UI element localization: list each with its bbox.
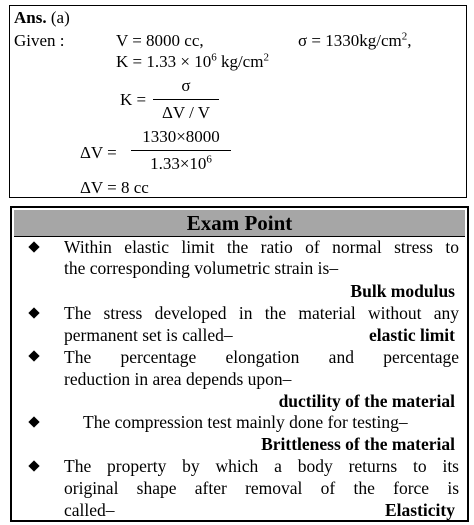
answer-heading [14,9,70,26]
formula1-denominator: ΔV / V [161,103,211,122]
diamond-bullet-icon [27,349,41,363]
formula2-numerator: 1330×8000 [142,127,220,146]
formula2-den-sup: 6 [206,153,212,166]
given-stress [298,32,412,49]
item3-answer: ductility of the material [278,391,455,411]
item5-line3: called– [64,500,115,520]
item3-line1: The percentage elongation and percentage [64,347,459,367]
item4-answer: Brittleness of the material [261,434,455,454]
given-k-text: K = 1.33 × 10 [116,52,212,71]
given-k-unit-sup: 2 [263,51,269,64]
item1-line2: the corresponding volumetric strain is– [64,258,339,278]
formula1-bar [153,99,219,100]
item3-line2: reduction in area depends upon– [64,369,292,389]
formula2-lhs: ΔV = [80,143,117,162]
result: ΔV = 8 cc [80,178,149,197]
item5-answer: Elasticity [385,500,455,520]
exam-point-title: Exam Point [14,210,465,237]
formula2-bar [131,150,231,151]
item4-line1: The compression test mainly done for testing– [83,412,408,432]
item2-line1: The stress developed in the material without any [64,303,459,323]
diamond-bullet-icon [27,240,41,254]
given-stress-sup: 2 [401,30,408,43]
item2-answer: elastic limit [368,325,455,345]
given-stress-text: σ = 1330kg/cm [298,31,402,50]
item5-line1: The property by which a body returns to its [64,456,459,476]
item5-line2: original shape after removal of the force is [64,478,459,498]
formula1-lhs: K = [120,90,147,109]
exam-point-box [10,206,469,522]
formula2-denominator [131,154,231,174]
item1-answer: Bulk modulus [350,281,455,301]
given-k-sup: 6 [211,51,217,64]
diamond-bullet-icon [27,306,41,320]
answer-label: Ans. [14,8,47,27]
answer-option: (a) [50,8,70,27]
item1-line1: Within elastic limit the ratio of normal stress to [64,237,459,257]
formula1-numerator: σ [181,76,191,95]
item2-line2: permanent set is called– [64,325,233,345]
given-volume: V = 8000 cc, [116,31,204,50]
formula2-fraction [131,127,231,174]
given-bulk-modulus [116,53,269,70]
answer-box [9,5,467,198]
given-k-unit: kg/cm [216,52,264,71]
formula1-fraction [153,76,219,123]
given-label: Given : [14,31,65,50]
diamond-bullet-icon [27,459,41,473]
given-stress-end: , [407,31,412,50]
diamond-bullet-icon [27,415,41,429]
formula2-den-text: 1.33×10 [150,154,207,173]
